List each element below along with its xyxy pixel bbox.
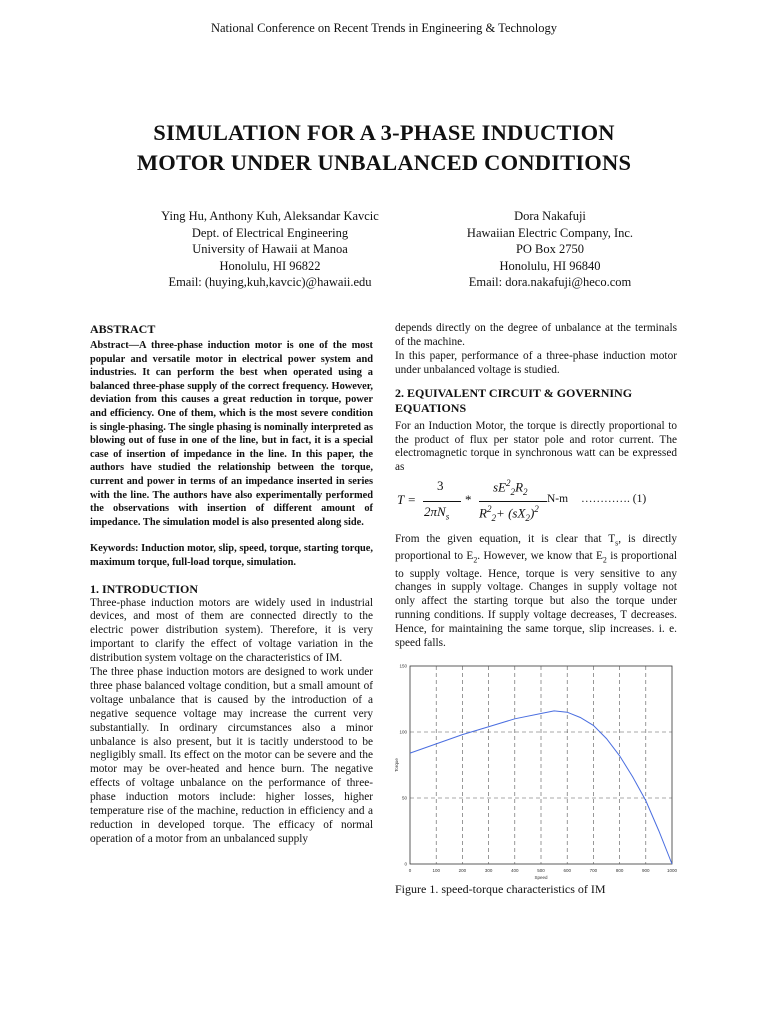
intro-heading: 1. INTRODUCTION <box>90 581 199 596</box>
author-email: Email: (huying,kuh,kavcic)@hawaii.edu <box>168 275 372 289</box>
eq-times: * <box>465 492 472 508</box>
x-tick-label: 1000 <box>666 868 678 873</box>
x-tick-label: 400 <box>511 868 519 873</box>
author-block-left <box>100 208 440 291</box>
title-line-2: MOTOR UNDER UNBALANCED CONDITIONS <box>136 150 632 175</box>
x-tick-label: 700 <box>589 868 598 873</box>
author-names: Dora Nakafuji <box>514 209 586 223</box>
author-block-right <box>400 208 700 291</box>
torque-equation <box>395 479 677 525</box>
right-column <box>395 322 677 651</box>
fraction-bar <box>479 501 547 502</box>
x-axis-label: Speed <box>534 875 548 880</box>
intro-paragraph-2: The three phase induction motors are designed to work under three phase balanced voltage condition, but a small amount of voltage unbalance that is caused by the introduction of a negative sequence voltage may increase the current very substantially. In ordinary circumstances also a minor unbalance is also present, but it is tacitly understood to be negligibly small. Its effect on the motor can be severe and the motor may be over-heated and hence burn. The negative effects of voltage unbalance on the performance of three-phase induction motors include: higher losses, higher temperature rise of the machine, reduction in efficiency and a reduction in developed torque. The efficacy of normal operation of a motor from an unbalanced supply <box>90 666 373 845</box>
spacer <box>395 378 677 386</box>
figure-caption: Figure 1. speed-torque characteristics of IM <box>395 882 606 896</box>
eq-units: N-m <box>547 493 569 506</box>
y-tick-label: 0 <box>404 861 407 867</box>
keywords-text: Keywords: Induction motor, slip, speed, torque, starting torque, maximum torque, full-load torque, simulation. <box>90 543 373 568</box>
y-tick-label: 100 <box>399 729 407 735</box>
intro-paragraph-3: In this paper, performance of a three-phase induction motor under unbalanced voltage is studied. <box>395 349 677 376</box>
x-tick-label: 500 <box>537 868 545 873</box>
speed-torque-chart <box>392 660 682 882</box>
eq-lhs: T = <box>397 492 417 508</box>
eq-den-1: $2\pi N_s$ <box>424 504 450 522</box>
x-tick-label: 800 <box>615 868 624 873</box>
abstract-text: Abstract—A three-phase induction motor is one of the most popular and versatile motor in electrical power system and industries. It can perform the best when operated using a balanced three-phase supply of the correct frequency. However, deviation from this causes a great reduction in torque, power and efficiency. One of them, which is the most severe condition is single-phasing. The single phasing is nominally interpreted as blowing out of fuse in one of the line, but in fact, it is a special case of insertion of impedance in the line. In this paper, the authors have studied the relationship between the torque, current and power in terms of an impedance inserted in series with the line. The authors have also experimentally performed the observations with insertion of different amount of impedance. The simulation model is also presented along side. <box>90 340 373 528</box>
equation-discussion-paragraph: From the given equation, it is clear that $T_s$, is directly proportional to $E_2$. However, we know that $E_2$ is proportional to supply voltage. Hence, torque is very sensitive to any changes in supply voltage. Changes in supply voltage not only affect the starting torque but also the torque under running conditions. If supply voltage decreases, T decreases. Hence, for maintaining the same torque, slip increases. i. e. speed falls. <box>395 533 678 650</box>
author-names: Ying Hu, Anthony Kuh, Aleksandar Kavcic <box>161 209 379 223</box>
author-city: Honolulu, HI 96822 <box>219 258 321 273</box>
author-dept: Dept. of Electrical Engineering <box>191 225 349 240</box>
title-line-1: SIMULATION FOR A 3-PHASE INDUCTION <box>153 120 615 145</box>
continued-paragraph: depends directly on the degree of unbalance at the terminals of the machine. <box>395 322 677 348</box>
section-2-heading: 2. EQUIVALENT CIRCUIT & GOVERNING EQUATIONS <box>395 385 633 415</box>
conference-header: National Conference on Recent Trends in Engineering & Technology <box>210 21 558 35</box>
y-tick-label: 50 <box>401 795 407 801</box>
eq-number: …………. (1) <box>581 493 647 506</box>
x-tick-label: 300 <box>484 868 493 873</box>
author-box: PO Box 2750 <box>515 242 585 256</box>
eq-num-2: $sE^2_2R_2$ <box>493 478 528 498</box>
x-tick-label: 100 <box>432 868 440 873</box>
spacer <box>90 570 373 582</box>
x-tick-label: 0 <box>408 868 412 873</box>
fraction-bar <box>423 501 461 502</box>
y-tick-label: 150 <box>399 663 407 669</box>
eq-num-1: 3 <box>437 478 444 494</box>
abstract-heading: ABSTRACT <box>90 322 156 336</box>
x-tick-label: 900 <box>642 868 650 873</box>
author-city: Honolulu, HI 96840 <box>499 258 601 273</box>
intro-paragraph-1: Three-phase induction motors are widely used in industrial devices, and most of them are connected directly to the electric power distribution system). Therefore, it is very important to clarify the effect of voltage variation in the distribution system voltage on the characteristics of IM. <box>90 596 373 665</box>
y-axis-label: Torque <box>394 758 399 772</box>
author-org: Hawaiian Electric Company, Inc. <box>466 225 634 240</box>
author-univ: University of Hawaii at Manoa <box>192 242 348 256</box>
x-tick-label: 200 <box>458 868 467 873</box>
x-tick-label: 600 <box>563 868 571 873</box>
left-column <box>90 322 373 847</box>
paper-title <box>0 118 768 178</box>
equation-intro-paragraph: For an Induction Motor, the torque is directly proportional to the product of flux per stator pole and rotor current. The electromagnetic torque in synchronous watt can be expressed as <box>395 419 677 474</box>
author-email: Email: dora.nakafuji@heco.com <box>468 275 632 289</box>
eq-den-2: $R^2_2+ (sX_2)^2$ <box>479 504 539 524</box>
